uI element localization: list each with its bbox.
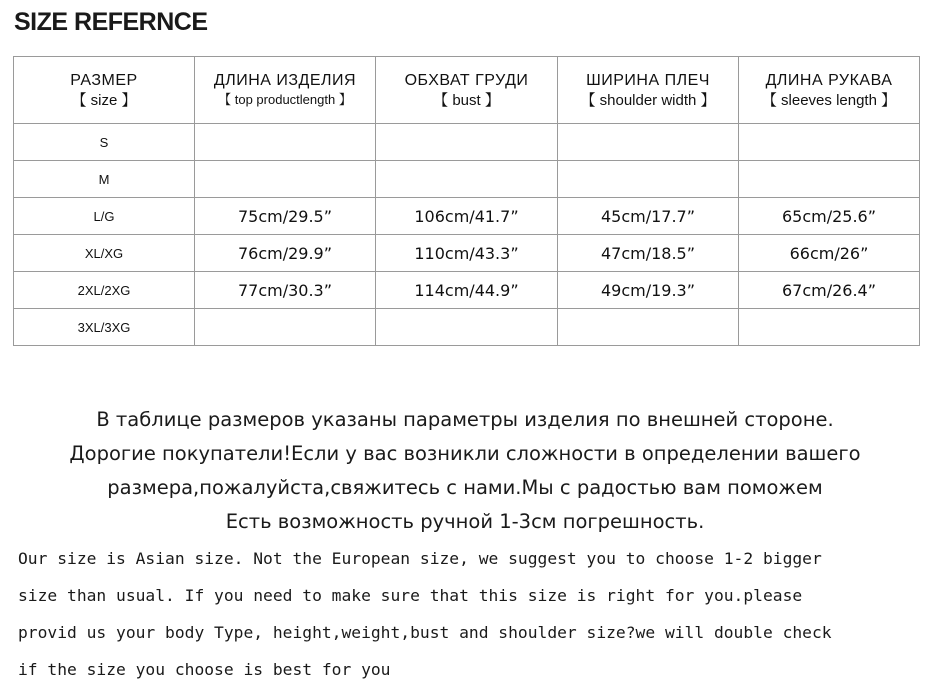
header-sleeve: [739, 57, 920, 124]
table-row: [14, 161, 920, 198]
english-note-line: provid us your body Type, height,weight,bust and shoulder size?we will double check: [18, 623, 832, 642]
russian-note-line: Дорогие покупатели!Если у вас возникли сложности в определении вашего: [69, 442, 861, 465]
header-sub: 【 bust 】: [433, 91, 500, 109]
header-shoulder: [558, 57, 739, 124]
russian-size-note: [0, 403, 930, 539]
length-cell: [195, 161, 376, 198]
header-main: РАЗМЕР: [70, 71, 138, 89]
header-bust: [376, 57, 558, 124]
english-note-line: Our size is Asian size. Not the European size, we suggest you to choose 1-2 bigger: [18, 549, 822, 568]
table-row: [14, 272, 920, 309]
bust-cell: [376, 309, 558, 346]
header-length: [195, 57, 376, 124]
size-cell: L/G: [14, 198, 195, 235]
length-cell: 76cm/29.9”: [195, 235, 376, 272]
header-main: ДЛИНА ИЗДЕЛИЯ: [213, 72, 357, 89]
bust-cell: 114cm/44.9”: [376, 272, 558, 309]
russian-note-line: В таблице размеров указаны параметры изделия по внешней стороне.: [96, 408, 834, 431]
table-row: [14, 124, 920, 161]
size-cell: 2XL/2XG: [14, 272, 195, 309]
table-row: [14, 309, 920, 346]
bust-cell: 110cm/43.3”: [376, 235, 558, 272]
shoulder-cell: [558, 161, 739, 198]
shoulder-cell: [558, 309, 739, 346]
shoulder-cell: 47cm/18.5”: [558, 235, 739, 272]
header-sub: 【 sleeves length 】: [761, 91, 897, 109]
english-note-line: size than usual. If you need to make sure that this size is right for you.please: [18, 586, 803, 605]
shoulder-cell: 49cm/19.3”: [558, 272, 739, 309]
bust-cell: [376, 124, 558, 161]
shoulder-cell: [558, 124, 739, 161]
header-size: [14, 57, 195, 124]
size-cell: XL/XG: [14, 235, 195, 272]
bust-cell: 106cm/41.7”: [376, 198, 558, 235]
header-sub: 【 size 】: [71, 91, 137, 109]
sleeve-cell: 66cm/26”: [739, 235, 920, 272]
header-sub: 【 shoulder width 】: [580, 91, 716, 109]
english-size-note: [18, 540, 923, 688]
size-chart-table: [13, 56, 920, 346]
length-cell: 75cm/29.5”: [195, 198, 376, 235]
table-header-row: [14, 57, 920, 124]
sleeve-cell: [739, 124, 920, 161]
sleeve-cell: 67cm/26.4”: [739, 272, 920, 309]
shoulder-cell: 45cm/17.7”: [558, 198, 739, 235]
length-cell: 77cm/30.3”: [195, 272, 376, 309]
table-row: [14, 198, 920, 235]
header-main: ШИРИНА ПЛЕЧ: [586, 71, 710, 89]
russian-note-line: Есть возможность ручной 1-3см погрешность.: [225, 510, 705, 533]
sleeve-cell: [739, 161, 920, 198]
sleeve-cell: 65cm/25.6”: [739, 198, 920, 235]
table-row: [14, 235, 920, 272]
size-cell: S: [14, 124, 195, 161]
header-main: ОБХВАТ ГРУДИ: [404, 71, 529, 89]
length-cell: [195, 309, 376, 346]
length-cell: [195, 124, 376, 161]
english-note-line: if the size you choose is best for you: [18, 660, 391, 679]
page-title: SIZE REFERNCE: [14, 8, 208, 36]
header-sub: 【 top productlength 】: [218, 92, 352, 107]
size-cell: 3XL/3XG: [14, 309, 195, 346]
bust-cell: [376, 161, 558, 198]
size-cell: M: [14, 161, 195, 198]
russian-note-line: размера,пожалуйста,свяжитесь с нами.Мы с радостью вам поможем: [107, 476, 823, 499]
header-main: ДЛИНА РУКАВА: [765, 71, 893, 89]
sleeve-cell: [739, 309, 920, 346]
